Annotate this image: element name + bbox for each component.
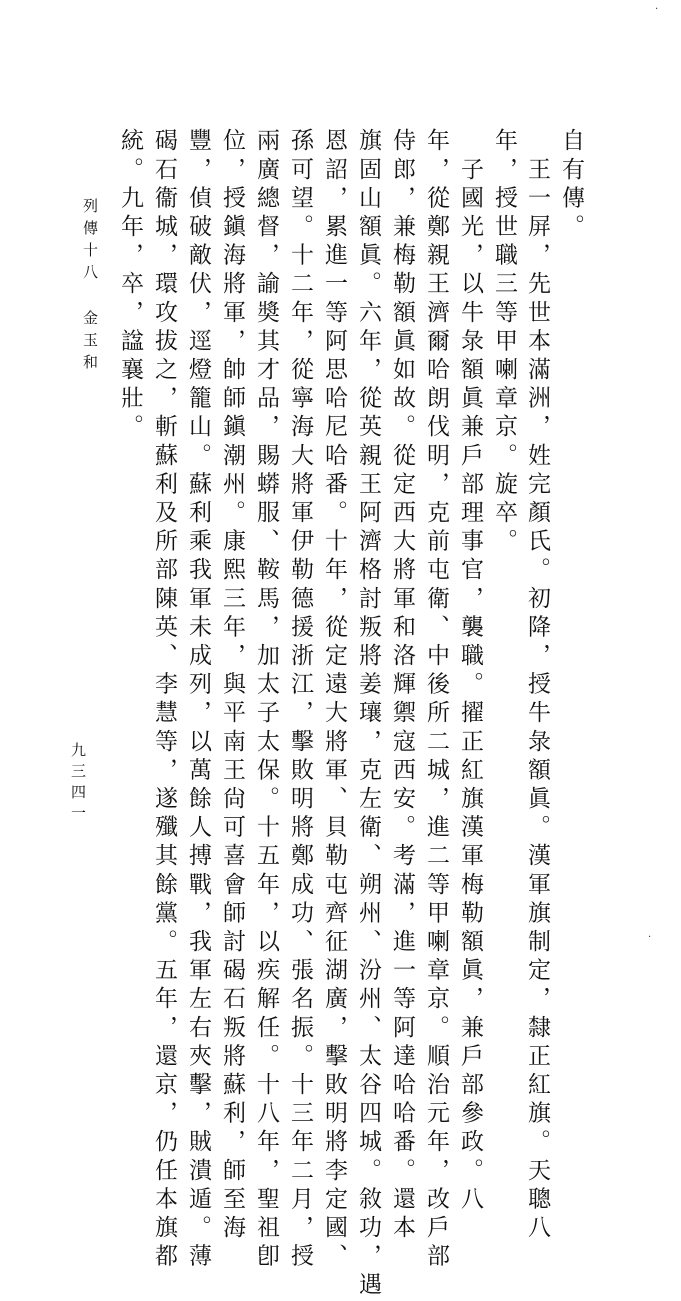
text-column: 碣石衞城，環攻拔之，斬蘇利及所部陳英、李慧等，遂殲其餘黨。五年，還京，仍任本旗都 xyxy=(151,128,177,1272)
text-column: 統。九年，卒，諡襄壯。 xyxy=(117,128,143,443)
scan-mark: · xyxy=(655,4,659,15)
page-number: 九三四一 xyxy=(69,742,87,826)
text-column: 年，授世職三等甲喇章京。旋卒。 xyxy=(491,128,517,557)
text-column: 侍郎，兼梅勒額眞如故。從定西大將軍和洛輝禦寇西安。考滿，進一等阿達哈哈番。還本 xyxy=(389,128,415,1244)
biography-subject: 金玉和 xyxy=(81,310,99,376)
text-column: 王一屏，先世本滿洲，姓完顏氏。初降，授牛彔額眞。漢軍旗制定，隸正紅旗。天聰八 xyxy=(524,128,550,1244)
scan-mark: · xyxy=(648,932,652,943)
text-column: 豐，偵破敵伏，逕燈籠山。蘇利乘我軍未成列，以萬餘人搏戰，我軍左右夾擊，賊潰遁。薄 xyxy=(185,128,211,1272)
text-column: 孫可望。十二年，從寧海大將軍伊勒德援浙江，擊敗明將鄭成功、張名振。十三年二月，授 xyxy=(287,128,313,1272)
text-column: 位，授鎭海將軍，帥師鎭潮州。康熙三年，與平南王尙可喜會師討碣石叛將蘇利，師至海 xyxy=(219,128,245,1244)
text-column: 子國光，以牛彔額眞兼戶部理事官，襲職。擢正紅旗漢軍梅勒額眞，兼戶部參政。八 xyxy=(457,128,483,1215)
text-column: 恩詔，累進一等阿思哈尼哈番。十年，從定遠大將軍、貝勒屯齊征湖廣，擊敗明將李定國、 xyxy=(321,128,347,1272)
text-column: 年，從鄭親王濟爾哈朗伐明，克前屯衛、中後所二城，進二等甲喇章京。順治元年，改戶部 xyxy=(423,128,449,1272)
chapter-header: 列傳十八 xyxy=(81,198,99,286)
text-column: 自有傳。 xyxy=(558,128,584,243)
text-column: 兩廣總督，諭奬其才品，賜蟒服、鞍馬，加太子太保。十五年，以疾解任。十八年，聖祖卽 xyxy=(253,128,279,1272)
text-column: 旗固山額眞。六年，從英親王阿濟格討叛將姜瓖，克左衛、朔州、汾州、太谷四城。敘功，遇 xyxy=(355,128,381,1301)
